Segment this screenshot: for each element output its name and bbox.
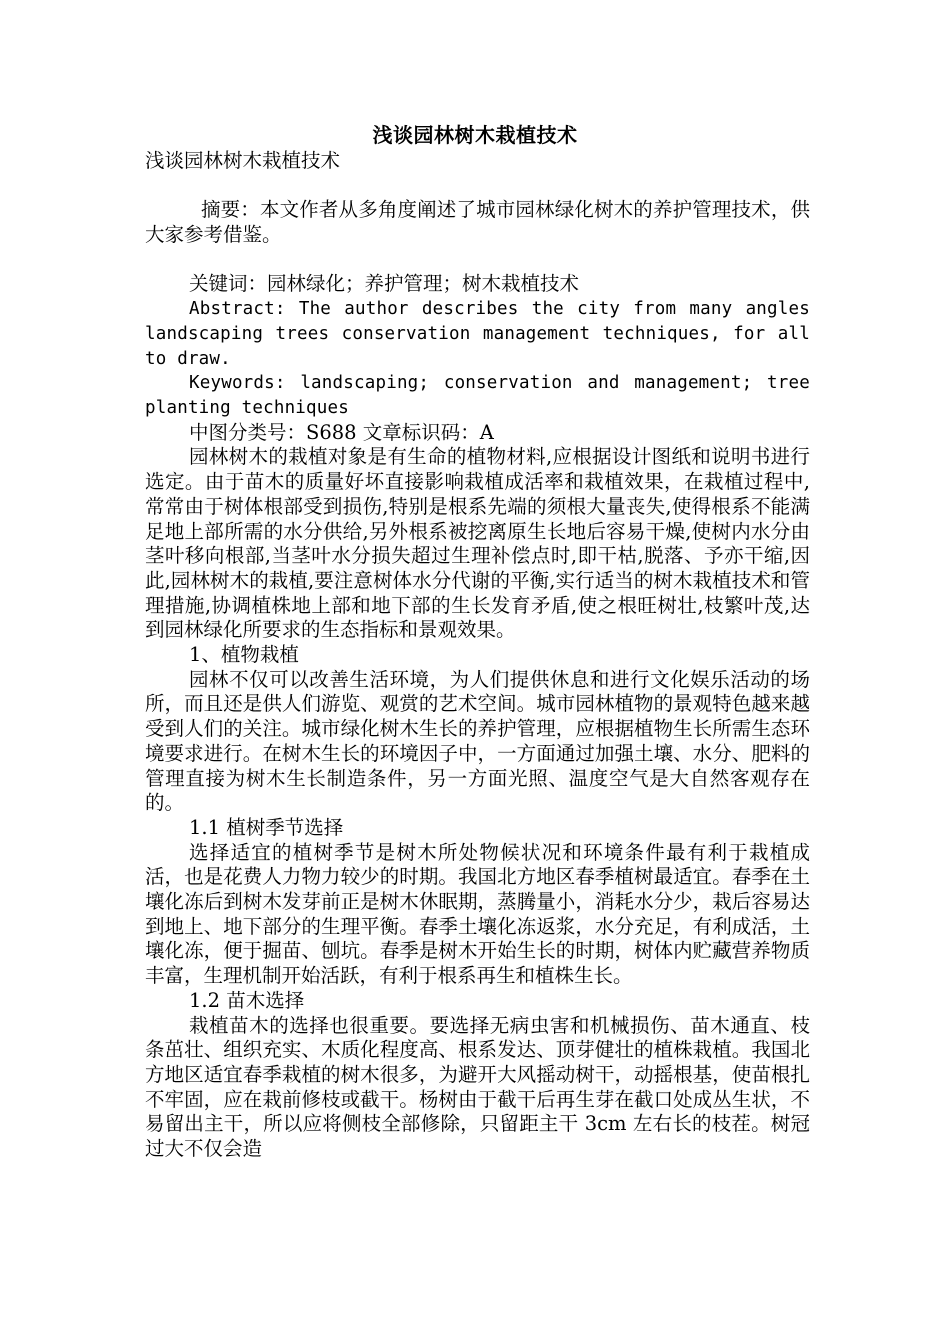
section-1-paragraph: 园林不仅可以改善生活环境，为人们提供休息和进行文化娱乐活动的场所，而且还是供人们游览、观赏的艺术空间。城市园林植物的景观特色越来越受到人们的关注。城市绿化树木生长的养护管理，应根据植物生长所需生态环境要求进行。在树木生长的环境因子中，一方面通过加强土壤、水分、肥料的管理直接为树木生长制造条件，另一方面光照、温度空气是大自然客观存在的。	[145, 667, 810, 815]
intro-paragraph: 园林树木的栽植对象是有生命的植物材料,应根据设计图纸和说明书进行选定。由于苗木的质量好坏直接影响栽植成活率和栽植效果，在栽植过程中,常常由于树体根部受到损伤,特别是根系先端的须根大量丧失,使得根系不能满足地上部所需的水分供给,另外根系被挖离原生长地后容易干燥,使树内水分由茎叶移向根部,当茎叶水分损失超过生理补偿点时,即干枯,脱落、予亦干缩,因此,园林树木的栽植,要注意树体水分代谢的平衡,实行适当的树木栽植技术和管理措施,协调植株地上部和地下部的生长发育矛盾,使之根旺树壮,枝繁叶茂,达到园林绿化所要求的生态指标和景观效果。	[145, 445, 810, 642]
document-title: 浅谈园林树木栽植技术	[372, 123, 578, 147]
section-1-1-paragraph: 选择适宜的植树季节是树木所处物候状况和环境条件最有利于栽植成活，也是花费人力物力较少的时期。我国北方地区春季植树最适宜。春季在土壤化冻后到树木发芽前正是树木休眠期，蒸腾量小，消耗水分少，栽后容易达到地上、地下部分的生理平衡。春季土壤化冻返浆，水分充足，有利成活，土壤化冻，便于掘苗、刨坑。春季是树木开始生长的时期，树体内贮藏营养物质丰富，生理机制开始活跃，有利于根系再生和植株生长。	[145, 840, 810, 988]
section-1-2-heading: 1.2 苗木选择	[189, 988, 305, 1012]
document-subtitle: 浅谈园林树木栽植技术	[145, 149, 341, 172]
section-1-2-paragraph: 栽植苗木的选择也很重要。要选择无病虫害和机械损伤、苗木通直、枝条茁壮、组织充实、木质化程度高、根系发达、顶芽健壮的植株栽植。我国北方地区适宜春季栽植的树木很多，为避开大风摇动树干，动摇根基，使苗根扎不牢固，应在栽前修枝或截干。杨树由于截干后再生芽在截口处成丛生状，不易留出主干，所以应将侧枝全部修除，只留距主干 3cm 左右长的枝茬。树冠过大不仅会造	[145, 1013, 810, 1161]
keywords-chinese: 关键词：园林绿化；养护管理；树木栽植技术	[189, 272, 580, 296]
abstract-chinese: 摘要：本文作者从多角度阐述了城市园林绿化树木的养护管理技术，供大家参考借鉴。	[145, 198, 810, 247]
document-body	[145, 149, 810, 1162]
abstract-english: Abstract: The author describes the city from many angles landscaping trees conservation management techniques, for all to draw.	[145, 299, 810, 369]
classification-line: 中图分类号：S688 文章标识码：A	[189, 420, 494, 444]
keywords-english: Keywords: landscaping; conservation and management; tree planting techniques	[145, 373, 810, 418]
blank-line	[145, 174, 810, 199]
section-1-heading: 1、植物栽植	[189, 643, 299, 667]
section-1-1-heading: 1.1 植树季节选择	[189, 815, 344, 839]
blank-line	[145, 248, 810, 273]
